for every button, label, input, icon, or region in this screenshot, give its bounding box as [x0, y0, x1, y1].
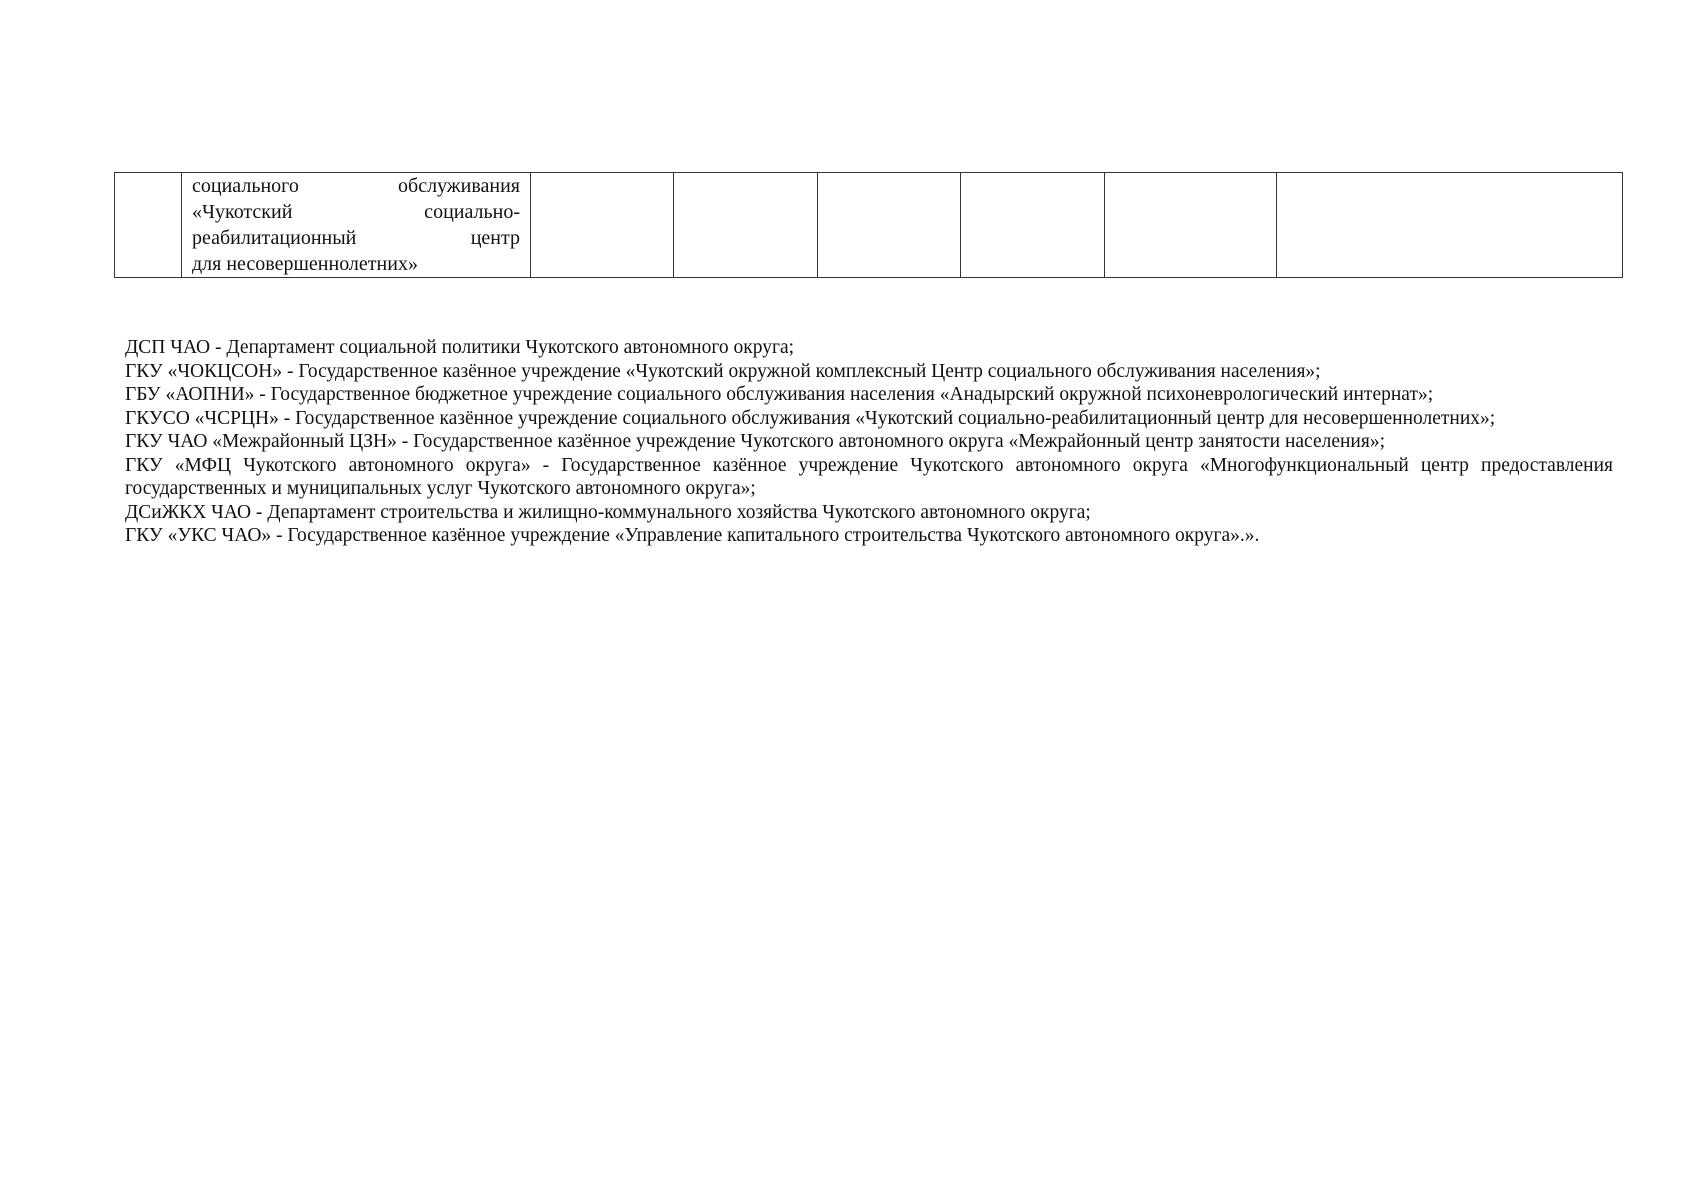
abbreviation-aopni: ГБУ «АОПНИ» - Государственное бюджетное учреждение социального обслуживания населения «Анадырский окружной психоневрологический интернат»; [125, 384, 1434, 405]
abbreviation-mfc-part1: ГКУ «МФЦ Чукотского автономного округа» - Государственное казённое учреждение Чукотского автономного округа «Многофункциональный центр предоставления [125, 454, 1613, 476]
abbreviation-czn: ГКУ ЧАО «Межрайонный ЦЗН» - Государственное казённое учреждение Чукотского автономного округа «Межрайонный центр занятости населения»; [125, 431, 1385, 452]
continuation-table [114, 172, 1623, 278]
table-cell-institution-name [182, 173, 531, 278]
abbreviations-list [125, 336, 1613, 548]
abbreviation-chsrcn: ГКУСО «ЧСРЦН» - Государственное казённое учреждение социального обслуживания «Чукотский социально-реабилитационный центр для несовершеннолетних»; [125, 407, 1496, 429]
name-line-3: реабилитационный центр [192, 227, 520, 249]
abbreviation-dsizhkh: ДСиЖКХ ЧАО - Департамент строительства и жилищно-коммунального хозяйства Чукотского автономного округа; [125, 501, 1091, 523]
table-cell-number [115, 173, 182, 278]
abbreviation-uks-chao: ГКУ «УКС ЧАО» - Государственное казённое учреждение «Управление капитального строительства Чукотского автономного округа».». [125, 525, 1260, 546]
abbreviation-mfc-part2: государственных и муниципальных услуг Чукотского автономного округа»; [125, 478, 756, 499]
name-line-4: для несовершеннолетних» [192, 253, 418, 275]
name-line-1: социального обслуживания [192, 175, 520, 197]
table-cell-empty [531, 173, 674, 278]
table-cell-empty [1277, 173, 1623, 278]
table-cell-empty [818, 173, 961, 278]
table-cell-empty [1105, 173, 1277, 278]
abbreviation-dsp-chao: ДСП ЧАО - Департамент социальной политики Чукотского автономного округа; [125, 337, 795, 358]
table-row [115, 173, 1623, 278]
name-line-2: «Чукотский социально- [192, 201, 520, 223]
table-cell-empty [674, 173, 818, 278]
abbreviation-chokcson: ГКУ «ЧОКЦСОН» - Государственное казённое учреждение «Чукотский окружной комплексный Центр социального обслуживания населения»; [125, 360, 1321, 382]
table-cell-empty [961, 173, 1105, 278]
